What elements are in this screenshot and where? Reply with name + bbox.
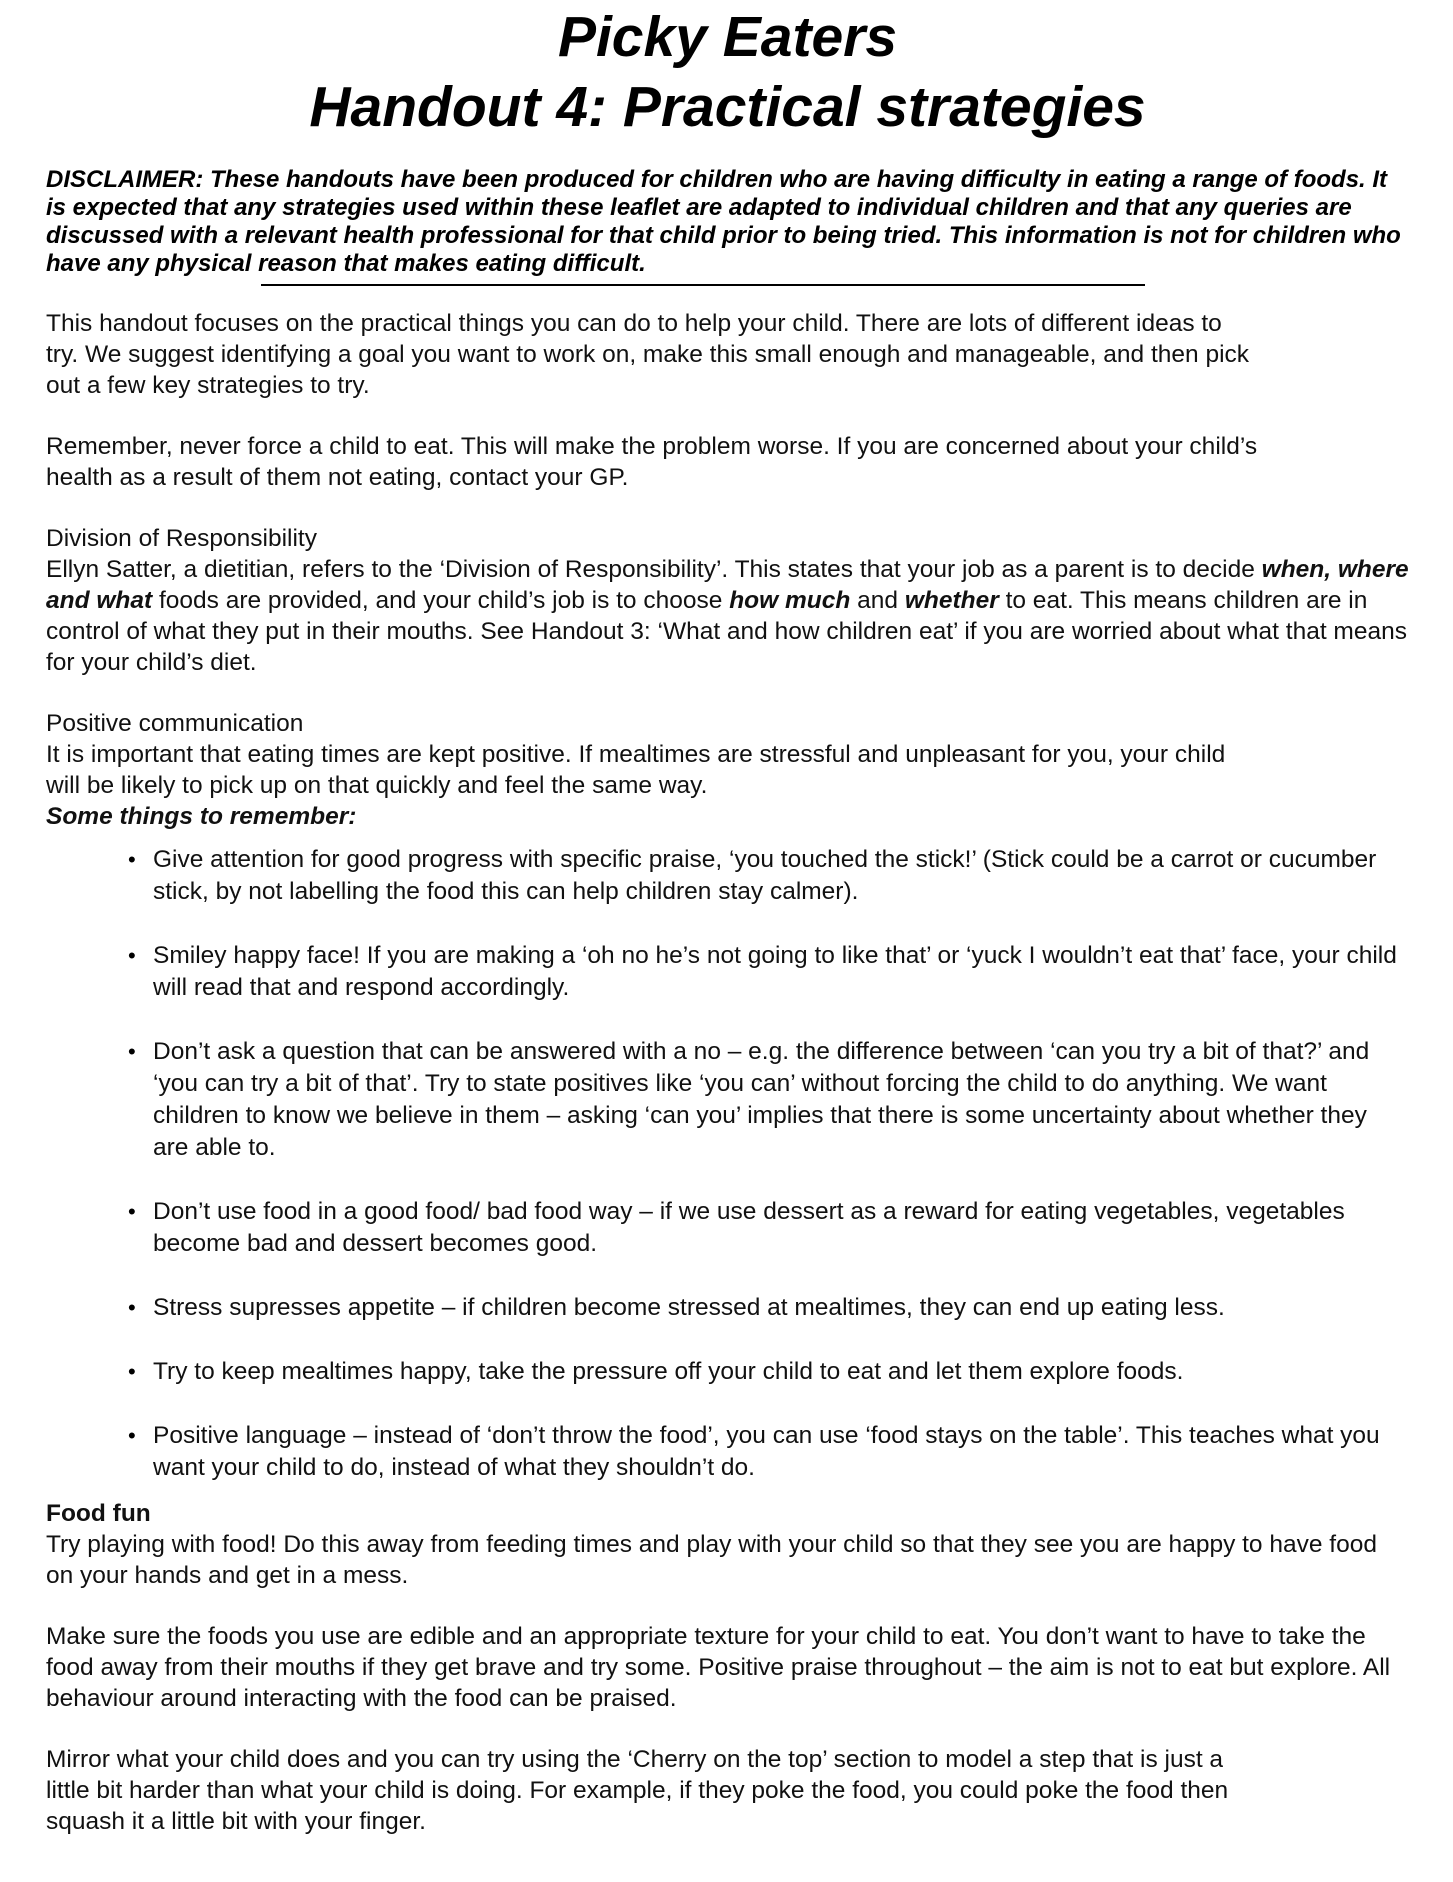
disclaimer-text: DISCLAIMER: These handouts have been produced for children who are having difficulty in eating a range of foods. It is expected that any strategies used within these leaflet are adapted to individual children and that any queries are discussed with a relevant health professional for that child prior to being tried. This information is not for children who have any physical reason that makes eating difficult. xyxy=(46,166,1401,277)
bullet-item: • Smiley happy face! If you are making a ‘oh no he’s not going to like that’ or ‘yuck I wouldn’t eat that’ face, your child will read that and respond accordingly. xyxy=(153,940,1409,1004)
bullet-item: • Don’t ask a question that can be answered with a no – e.g. the difference between ‘can you try a bit of that?’ and ‘you can try a bit of that’. Try to state positives like ‘you can’ without forcing the child to do anything. We want children to know we believe in them – asking ‘can you’ implies that there is some uncertainty about whether they are able to. xyxy=(153,1036,1409,1164)
food-fun-paragraph-2: Make sure the foods you use are edible and an appropriate texture for your child to eat. You don’t want to have to take the food away from their mouths if they get brave and try some. Positive praise throughout – the aim is not to eat but explore. All behaviour around interacting with the food can be praised. xyxy=(46,1623,1391,1712)
bullet-item: • Stress supresses appetite – if children become stressed at mealtimes, they can end up eating less. xyxy=(153,1292,1409,1324)
bullet-item: • Positive language – instead of ‘don’t throw the food’, you can use ‘food stays on the table’. This teaches what you want your child to do, instead of what they shouldn’t do. xyxy=(153,1420,1409,1484)
division-text-2: foods are provided, and your child’s job is to choose xyxy=(152,587,730,614)
division-heading: Division of Responsibility xyxy=(46,525,317,552)
document-title xyxy=(46,0,1409,142)
bullet-item: • Give attention for good progress with specific praise, ‘you touched the stick!’ (Stick could be a carrot or cucumber stick, by not labelling the food this can help children stay calmer). xyxy=(153,844,1409,908)
food-fun-heading: Food fun xyxy=(46,1500,151,1527)
positive-communication-heading: Positive communication xyxy=(46,710,304,737)
positive-communication-paragraph: It is important that eating times are kept positive. If mealtimes are stressful and unpleasant for you, your child will be likely to pick up on that quickly and feel the same way. xyxy=(46,741,1226,799)
division-text-1: Ellyn Satter, a dietitian, refers to the ‘Division of Responsibility’. This states that your job as a parent is to decide xyxy=(46,556,1262,583)
division-text-4: to eat. This means children are in control of what they put in their mouths. See Handout 3: ‘What and how children eat’ if you are worried about what that means for your child’s diet. xyxy=(46,587,1407,676)
bullet-item: • Don’t use food in a good food/ bad food way – if we use dessert as a reward for eating vegetables, vegetables become bad and dessert becomes good. xyxy=(153,1196,1409,1260)
food-fun-paragraph-3: Mirror what your child does and you can try using the ‘Cherry on the top’ section to model a step that is just a little bit harder than what your child is doing. For example, if they poke the food, you could poke the food then squash it a little bit with your finger. xyxy=(46,1746,1229,1835)
disclaimer-underline-divider xyxy=(261,284,1145,286)
title-line-1: Picky Eaters xyxy=(557,5,898,69)
division-emphasis-when-where-what: when, where and what xyxy=(46,556,1409,614)
bullet-item: • Try to keep mealtimes happy, take the pressure off your child to eat and let them explore foods. xyxy=(153,1356,1409,1388)
division-emphasis-whether: whether xyxy=(904,587,999,614)
division-emphasis-how-much: how much xyxy=(729,587,851,614)
remember-paragraph: Remember, never force a child to eat. This will make the problem worse. If you are concerned about your child’s health as a result of them not eating, contact your GP. xyxy=(46,433,1258,491)
title-line-2: Handout 4: Practical strategies xyxy=(309,75,1146,139)
tips-bullet-list xyxy=(46,844,1409,1484)
some-things-to-remember-subheading: Some things to remember: xyxy=(46,803,357,830)
division-text-3: and xyxy=(850,587,905,614)
food-fun-paragraph-1: Try playing with food! Do this away from feeding times and play with your child so that they see you are happy to have food on your hands and get in a mess. xyxy=(46,1531,1377,1589)
division-paragraph xyxy=(46,554,1409,678)
intro-paragraph: This handout focuses on the practical things you can do to help your child. There are lots of different ideas to try. We suggest identifying a goal you want to work on, make this small enough and manageable, and then pick out a few key strategies to try. xyxy=(46,310,1250,399)
